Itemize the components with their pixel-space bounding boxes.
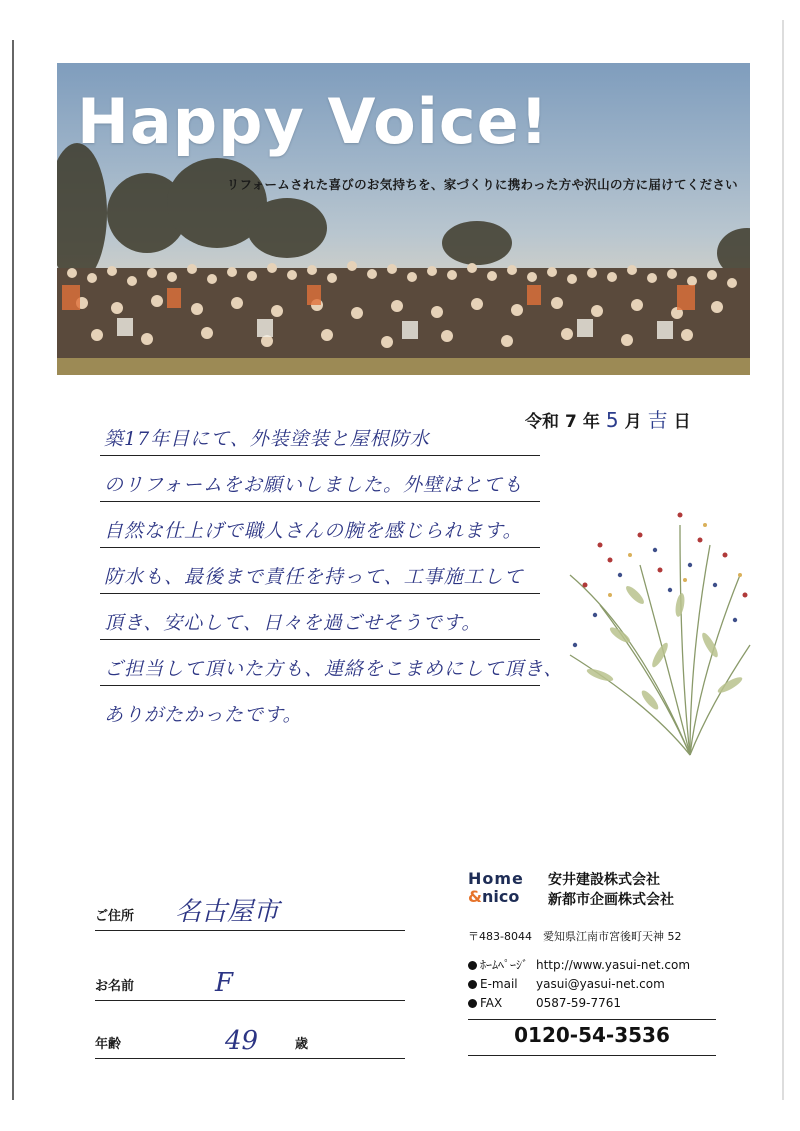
message-line — [100, 594, 540, 640]
contact-list — [468, 956, 690, 1013]
toll-free-number[interactable]: 0120-54-3536 — [514, 1023, 670, 1047]
date-year-unit: 年 — [582, 412, 600, 432]
age-field — [95, 1018, 405, 1059]
date-month-unit: 月 — [624, 412, 642, 432]
email-label: E-mail — [480, 977, 518, 991]
homepage-label: ﾎｰﾑﾍﾟｰｼﾞ — [480, 958, 529, 972]
company-name-2: 新都市企画株式会社 — [548, 892, 674, 908]
message-text: 自然な仕上げで職人さんの腕を感じられます。 — [104, 520, 523, 542]
divider — [468, 1055, 716, 1056]
homepage-link[interactable]: http://www.yasui-net.com — [536, 958, 691, 972]
message-text: 築17年目にて、外装塗装と屋根防水 — [104, 428, 430, 450]
message-text: 頂き、安心して、日々を過ごせそうです。 — [104, 612, 482, 634]
date — [525, 404, 697, 433]
address-label: ご住所 — [95, 909, 135, 924]
header-banner — [57, 63, 750, 375]
logo-home-text: Home — [468, 869, 524, 888]
address-value: 名古屋市 — [175, 897, 280, 927]
fax-number: 0587-59-7761 — [536, 996, 622, 1010]
message-line — [100, 640, 564, 686]
date-era: 令和 — [525, 412, 559, 432]
divider — [468, 1019, 716, 1020]
message-line — [100, 456, 540, 502]
age-label: 年齢 — [95, 1037, 122, 1052]
bullet-icon — [468, 961, 477, 970]
fax-label: FAX — [480, 996, 503, 1010]
contact-homepage — [468, 956, 690, 975]
date-year: 7 — [565, 412, 577, 432]
home-and-nico-logo — [468, 870, 548, 906]
message-text: ありがたかったです。 — [104, 704, 303, 726]
name-label: お名前 — [95, 979, 135, 994]
page-title: Happy Voice! — [77, 85, 550, 158]
message-line — [100, 410, 540, 456]
message-line — [100, 686, 540, 731]
message-line — [100, 502, 540, 548]
company-address: 〒483-8044 愛知県江南市宮後町天神 52 — [468, 930, 682, 943]
date-month: 5 — [605, 408, 619, 432]
company-names — [548, 870, 674, 910]
message-text: のリフォームをお願いしました。外壁はとても — [104, 474, 524, 496]
date-day-unit: 日 — [673, 412, 691, 432]
contact-email — [468, 975, 690, 994]
logo-amp: & — [468, 887, 482, 906]
age-value: 49 — [225, 1026, 259, 1056]
flower-bouquet-illustration — [540, 485, 760, 760]
logo-nico-text: nico — [481, 887, 520, 906]
message-line — [100, 548, 540, 594]
trees — [57, 143, 750, 283]
age-unit: 歳 — [295, 1037, 309, 1052]
message-text: 防水も、最後まで責任を持って、工事施工して — [104, 566, 524, 588]
bullet-icon — [468, 980, 477, 989]
name-field — [95, 960, 405, 1001]
crowd — [57, 261, 750, 358]
bullet-icon — [468, 999, 477, 1008]
contact-fax — [468, 994, 690, 1013]
name-value: F — [215, 968, 234, 998]
message-text: ご担当して頂いた方も、連絡をこまめにして頂き、 — [104, 658, 564, 680]
address-field — [95, 890, 405, 931]
page-subtitle: リフォームされた喜びのお気持ちを、家づくりに携わった方や沢山の方に届けてください — [226, 177, 738, 192]
date-day: 吉 — [647, 408, 668, 432]
email-link[interactable]: yasui@yasui-net.com — [536, 977, 665, 991]
company-name-1: 安井建設株式会社 — [548, 872, 660, 888]
